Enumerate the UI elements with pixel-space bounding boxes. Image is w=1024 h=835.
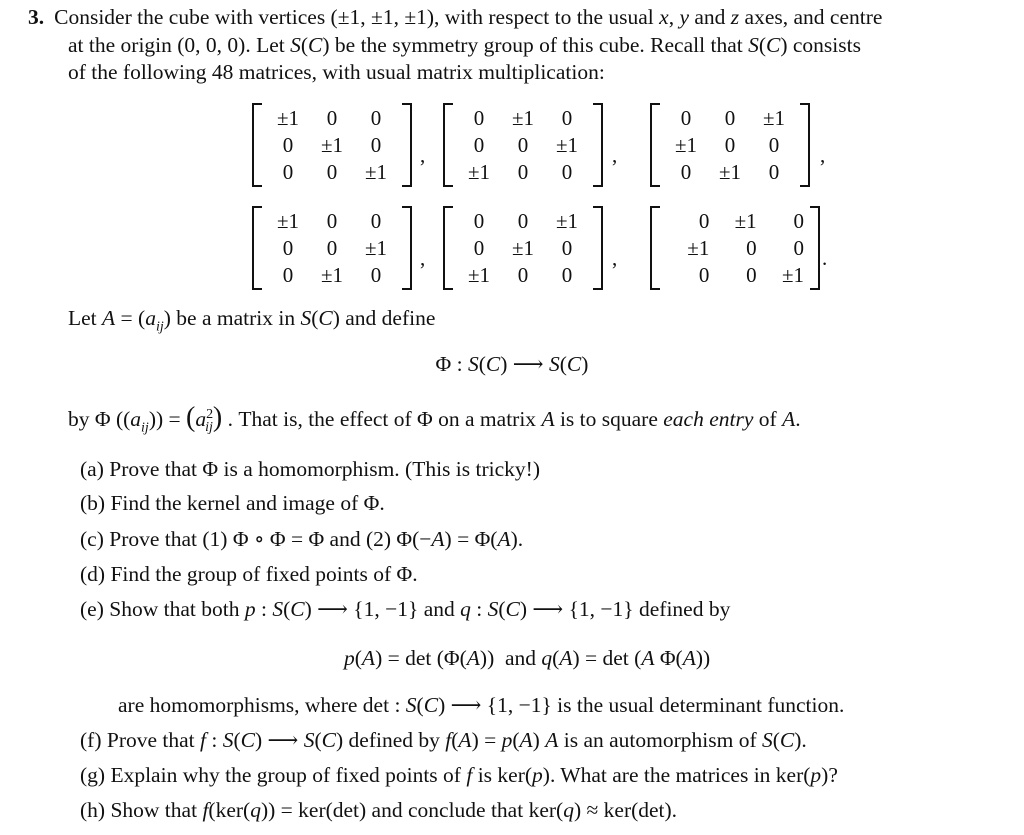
matrix-row-1 xyxy=(0,103,1024,193)
part-b: (b) Find the kernel and image of Φ. xyxy=(80,491,385,515)
part-d: (d) Find the group of fixed points of Φ. xyxy=(80,562,418,586)
part-e-continued: are homomorphisms, where det : S(C) ⟶ {1, −1} is the usual determinant function. xyxy=(118,693,845,717)
comma: , xyxy=(420,143,426,167)
part-a: (a) Prove that Φ is a homomorphism. (This is tricky!) xyxy=(80,457,540,481)
part-g: (g) Explain why the group of fixed points of f is ker(p). What are the matrices in ker(p)? xyxy=(80,763,838,787)
part-h: (h) Show that f(ker(q)) = ker(det) and conclude that ker(q) ≈ ker(det). xyxy=(80,798,678,822)
part-c: (c) Prove that (1) Φ ∘ Φ = Φ and (2) Φ(−A) = Φ(A). xyxy=(80,527,524,551)
matrix-1 xyxy=(252,103,412,187)
define-line: Let $A = (a_{ij})$ be a matrix in S(C) and define xyxy=(68,306,436,335)
matrix-5: 0 0 ±1 0 ±1 0 ±1 0 0 xyxy=(443,206,603,290)
part-f: (f) Prove that f : S(C) ⟶ S(C) defined by f(A) = p(A) A is an automorphism of S(C). xyxy=(80,728,807,752)
intro-line-3: of the following 48 matrices, with usual matrix multiplication: xyxy=(68,60,605,84)
intro-line-2: at the origin (0, 0, 0). Let S(C) be the symmetry group of this cube. Recall that S(C) consists xyxy=(68,33,861,57)
matrix-3: 0 0 ±1 ±1 0 0 0 ±1 0 xyxy=(650,103,810,187)
map-display: Φ : S(C) ⟶ S(C) xyxy=(435,352,589,376)
comma: , xyxy=(420,246,426,270)
by-line: by Φ $((a_{ij})) = (a^2_{ij})$ . That is, the effect of Φ on a matrix A is to square each entry of A. xyxy=(68,402,801,436)
comma: , xyxy=(612,246,618,270)
comma: , xyxy=(612,143,618,167)
matrix-row-2 xyxy=(0,206,1024,296)
matrix-6: 0 ±1 0 ±1 0 0 0 0 ±1 xyxy=(650,206,820,290)
matrix-1-grid: ±1 0 0 0 ±1 0 0 0 ±1 xyxy=(276,106,388,184)
problem-number: 3. xyxy=(28,5,45,29)
comma: , xyxy=(820,143,826,167)
part-e: (e) Show that both p : S(C) ⟶ {1, −1} and q : S(C) ⟶ {1, −1} defined by xyxy=(80,597,731,621)
period: . xyxy=(822,246,828,270)
intro-text-1: Consider the cube with vertices (±1, ±1, ±1), with respect to the usual x, y and z axes, and centre xyxy=(54,5,883,29)
matrix-4: ±1 0 0 0 0 ±1 0 ±1 0 xyxy=(252,206,412,290)
matrix-2: 0 ±1 0 0 0 ±1 ±1 0 0 xyxy=(443,103,603,187)
emphasis: each entry xyxy=(663,407,754,431)
part-e-display: p(A) = det (Φ(A)) and q(A) = det (A Φ(A)) xyxy=(344,646,711,670)
intro-line-1 xyxy=(28,4,882,30)
